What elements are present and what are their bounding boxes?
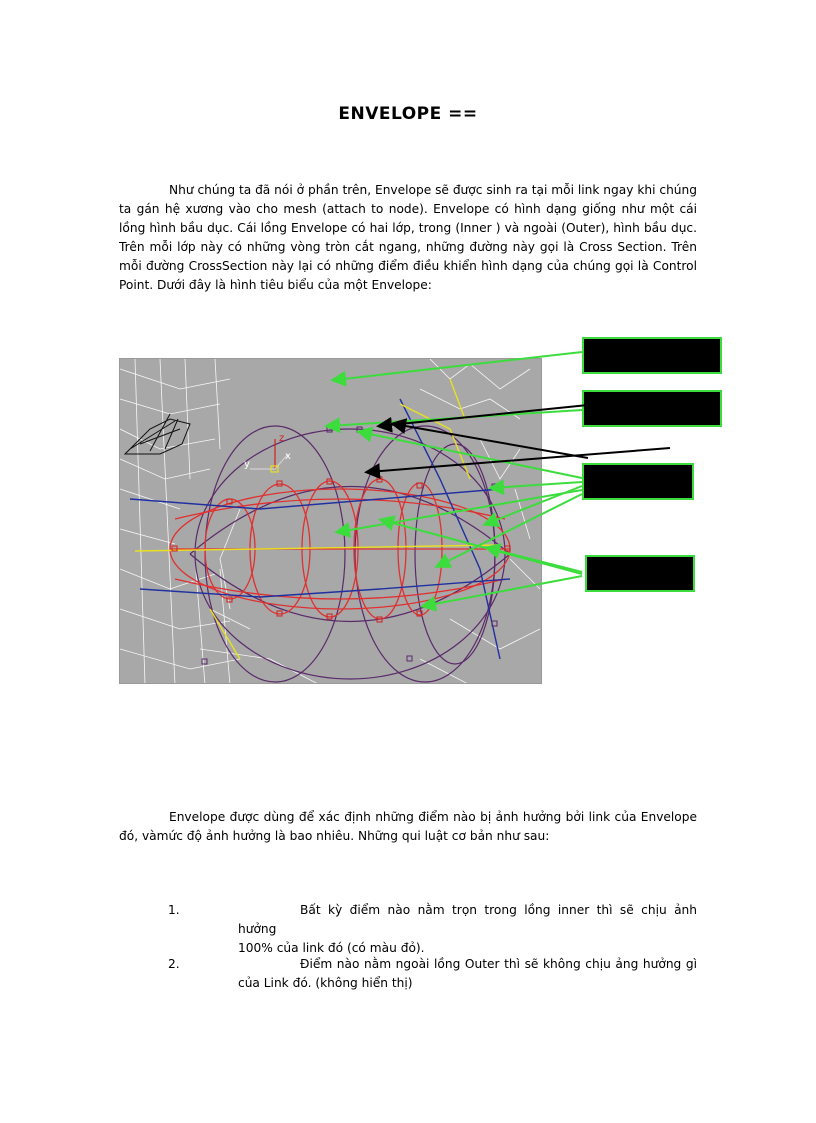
list-text-line1: Điểm nào nằm ngoài lồng Outer thì sẽ không chịu ảng hưởng gì: [300, 957, 697, 971]
axis-label-z: z: [279, 433, 285, 444]
list-number: 1.: [168, 903, 180, 917]
envelope-figure: [119, 358, 542, 684]
callout-box-3: [582, 463, 694, 500]
list-text: [238, 955, 697, 993]
list-text-line2: 100% của link đó (có màu đỏ).: [238, 941, 425, 955]
list-text-line2: của Link đó. (không hiển thị): [238, 976, 413, 990]
intro-paragraph: [119, 181, 697, 295]
page-title: ENVELOPE ==: [338, 104, 478, 124]
list-item: [0, 955, 816, 995]
rules-paragraph-text: Envelope được dùng để xác định những điểm nào bị ảnh hưởng bởi link của Envelope đó, vàmức độ ảnh hưởng là bao nhiêu. Những qui luật cơ bản như sau:: [119, 810, 697, 843]
list-text-line1: Bất kỳ điểm nào nằm trọn trong lồng inner thì sẽ chịu ảnh hưởng: [238, 903, 697, 936]
intro-paragraph-text: Như chúng ta đã nói ở phần trên, Envelope sẽ được sinh ra tại mỗi link ngay khi chúng ta gán hệ xương vào cho mesh (attach to node). Envelope có hình dạng giống như một cái lồng hình bầu dục. Cái lồng Envelope có hai lớp, trong (Inner ) và ngoài (Outer), hình bầu dục. Trên mỗi lớp này có những vòng tròn cắt ngang, những đường này gọi là Cross Section. Trên mỗi đường CrossSection này lại có những điểm điều khiển hình dạng của chúng gọi là Control Point. Dưới đây là hình tiêu biểu của một Envelope:: [119, 183, 697, 292]
envelope-wireframe-illustration: [120, 359, 542, 684]
callout-box-1: [582, 337, 722, 374]
callout-box-2: [582, 390, 722, 427]
axis-label-x: x: [285, 451, 291, 462]
list-text: [238, 901, 697, 958]
rules-paragraph: [119, 808, 697, 846]
list-item: [0, 901, 816, 955]
axis-label-y: y: [244, 459, 250, 470]
list-number: 2.: [168, 957, 180, 971]
callout-box-4: [585, 555, 695, 592]
